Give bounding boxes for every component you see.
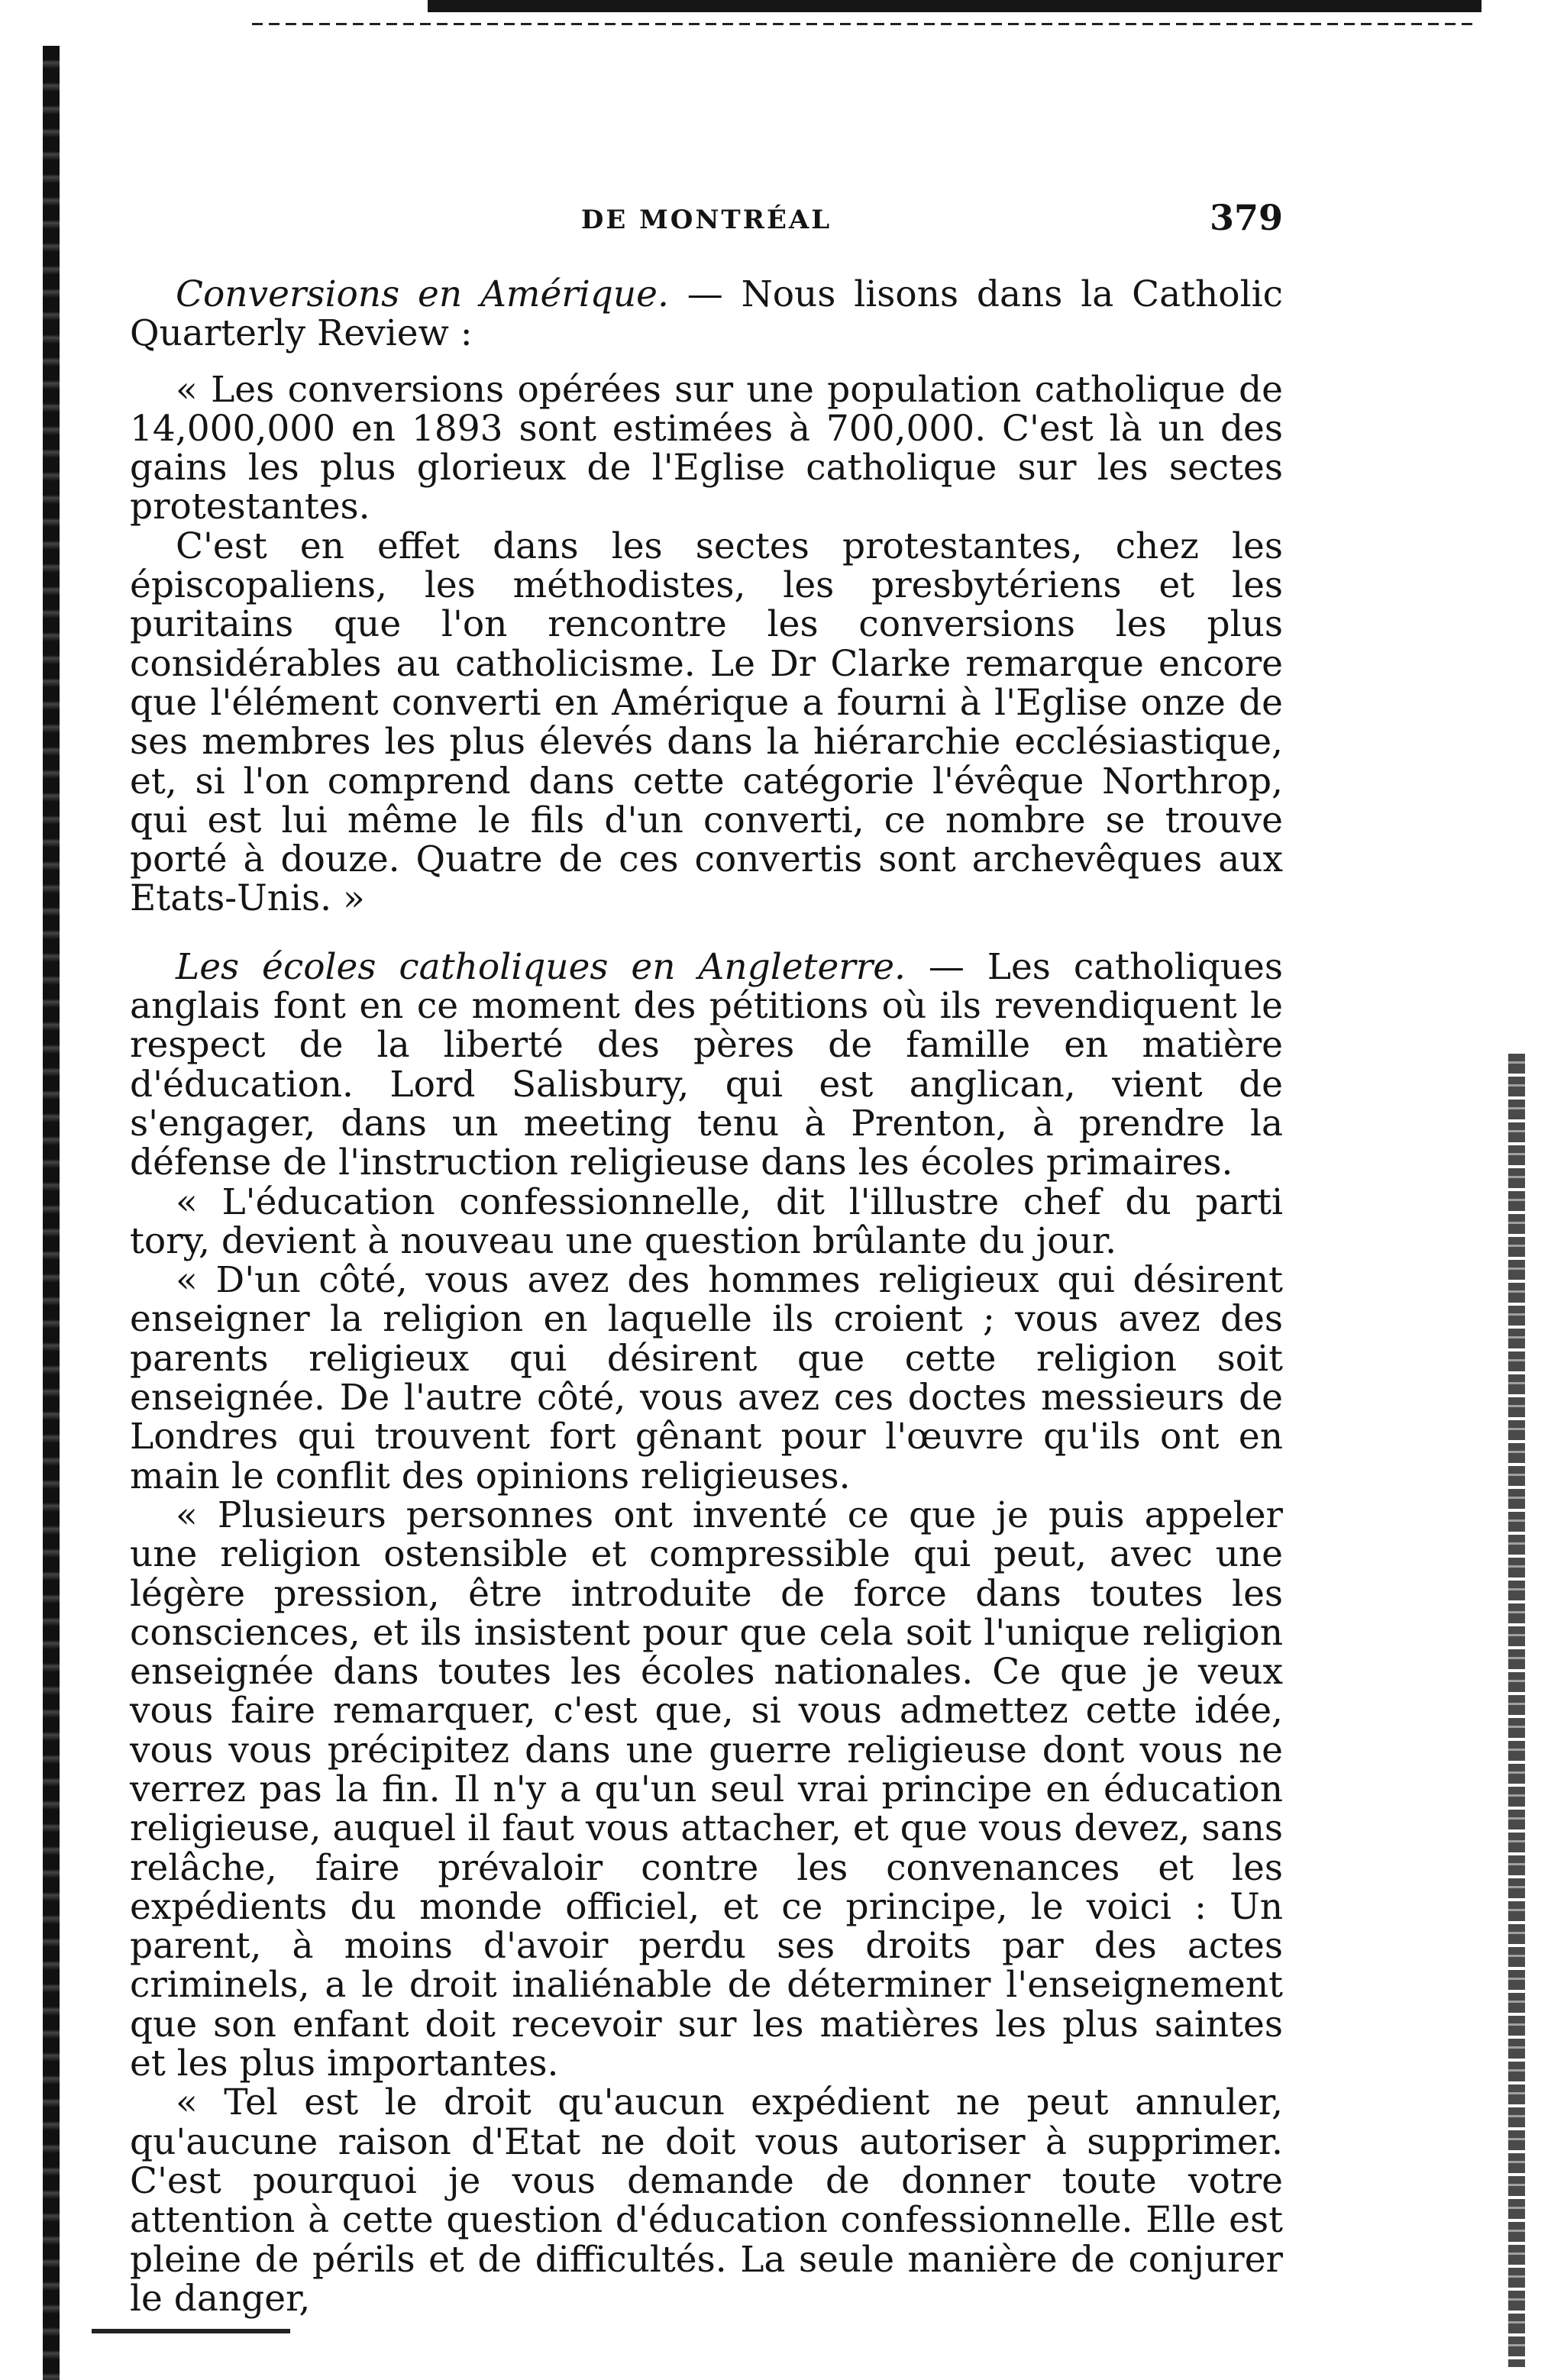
running-title: DE MONTRÉAL	[580, 205, 832, 235]
section-1-intro	[130, 275, 1283, 354]
section-1-lead: — Nous lisons dans la Catholic Quarterly Review :	[130, 273, 1283, 355]
section-2-paragraph: « Tel est le droit qu'aucun expédient ne peut annuler, qu'aucune raison d'Etat ne doit vous autoriser à supprimer. C'est pourquoi je vous demande de donner toute votre attention à cette question d'éducation confessionnelle. Elle est pleine de périls et de difficultés. La seule manière de conjurer le danger,	[130, 2081, 1283, 2320]
section-1-paragraph: C'est en effet dans les sectes protestantes, chez les épiscopaliens, les méthodistes, les presbytériens et les puritains que l'on rencontre les conversions les plus considérables au catholicisme. Le Dr Clarke remarque encore que l'élément converti en Amérique a fourni à l'Eglise onze de ses membres les plus élevés dans la hiérarchie ecclésiastique, et, si l'on comprend dans cette catégorie l'évêque Northrop, qui est lui même le fils d'un converti, ce nombre se trouve porté à douze. Quatre de ces convertis sont archevêques aux Etats-Unis. »	[130, 525, 1283, 920]
page-header	[130, 191, 1283, 238]
scan-border-top	[428, 0, 1482, 12]
section-1-paragraph: « Les conversions opérées sur une population catholique de 14,000,000 en 1893 sont estimées à 700,000. C'est là un des gains les plus glorieux de l'Eglise catholique sur les sectes protestantes.	[130, 368, 1283, 528]
scan-border-left	[43, 46, 60, 2380]
section-2-heading: Les écoles catholiques en Angleterre.	[176, 945, 906, 988]
page-number: 379	[1209, 197, 1283, 238]
book-page	[130, 191, 1283, 2318]
section-2-paragraph: « D'un côté, vous avez des hommes religieux qui désirent enseigner la religion en laquelle ils croient ; vous avez des parents religieux qui désirent que cette religion soit enseignée. De l'autre côté, vous avez ces doctes messieurs de Londres qui trouvent fort gênant pour l'œuvre qu'ils ont en main le conflit des opinions religieuses.	[130, 1259, 1283, 1497]
scan-bottom-mark	[92, 2329, 290, 2333]
scan-dashed-line	[252, 23, 1474, 25]
section-2-lead: — Les catholiques anglais font en ce moment des pétitions où ils revendiquent le respect de la liberté des pères de famille en matière d'éducation. Lord Salisbury, qui est anglican, vient de s'engager, dans un meeting tenu à Prenton, à prendre la défense de l'instruction religieuse dans les écoles primaires.	[130, 945, 1283, 1184]
section-1-heading: Conversions en Amérique.	[176, 273, 669, 315]
scan-border-right	[1508, 1054, 1525, 2367]
section-2-intro	[130, 945, 1283, 1184]
section-2-paragraph: « Plusieurs personnes ont inventé ce que je puis appeler une religion ostensible et compressible qui peut, avec une légère pression, être introduite de force dans toutes les consciences, et ils insistent pour que cela soit l'unique religion enseignée dans toutes les écoles nationales. Ce que je veux vous faire remarquer, c'est que, si vous admettez cette idée, vous vous précipitez dans une guerre religieuse dont vous ne verrez pas la fin. Il n'y a qu'un seul vrai principe en éducation religieuse, auquel il faut vous attacher, et que vous devez, sans relâche, faire prévaloir contre les convenances et les expédients du monde officiel, et ce principe, le voici : Un parent, à moins d'avoir perdu ses droits par des actes criminels, a le droit inaliénable de déterminer l'enseignement que son enfant doit recevoir sur les matières les plus saintes et les plus importantes.	[130, 1494, 1283, 2085]
section-2-paragraph: « L'éducation confessionnelle, dit l'illustre chef du parti tory, devient à nouveau une question brûlante du jour.	[130, 1180, 1283, 1262]
